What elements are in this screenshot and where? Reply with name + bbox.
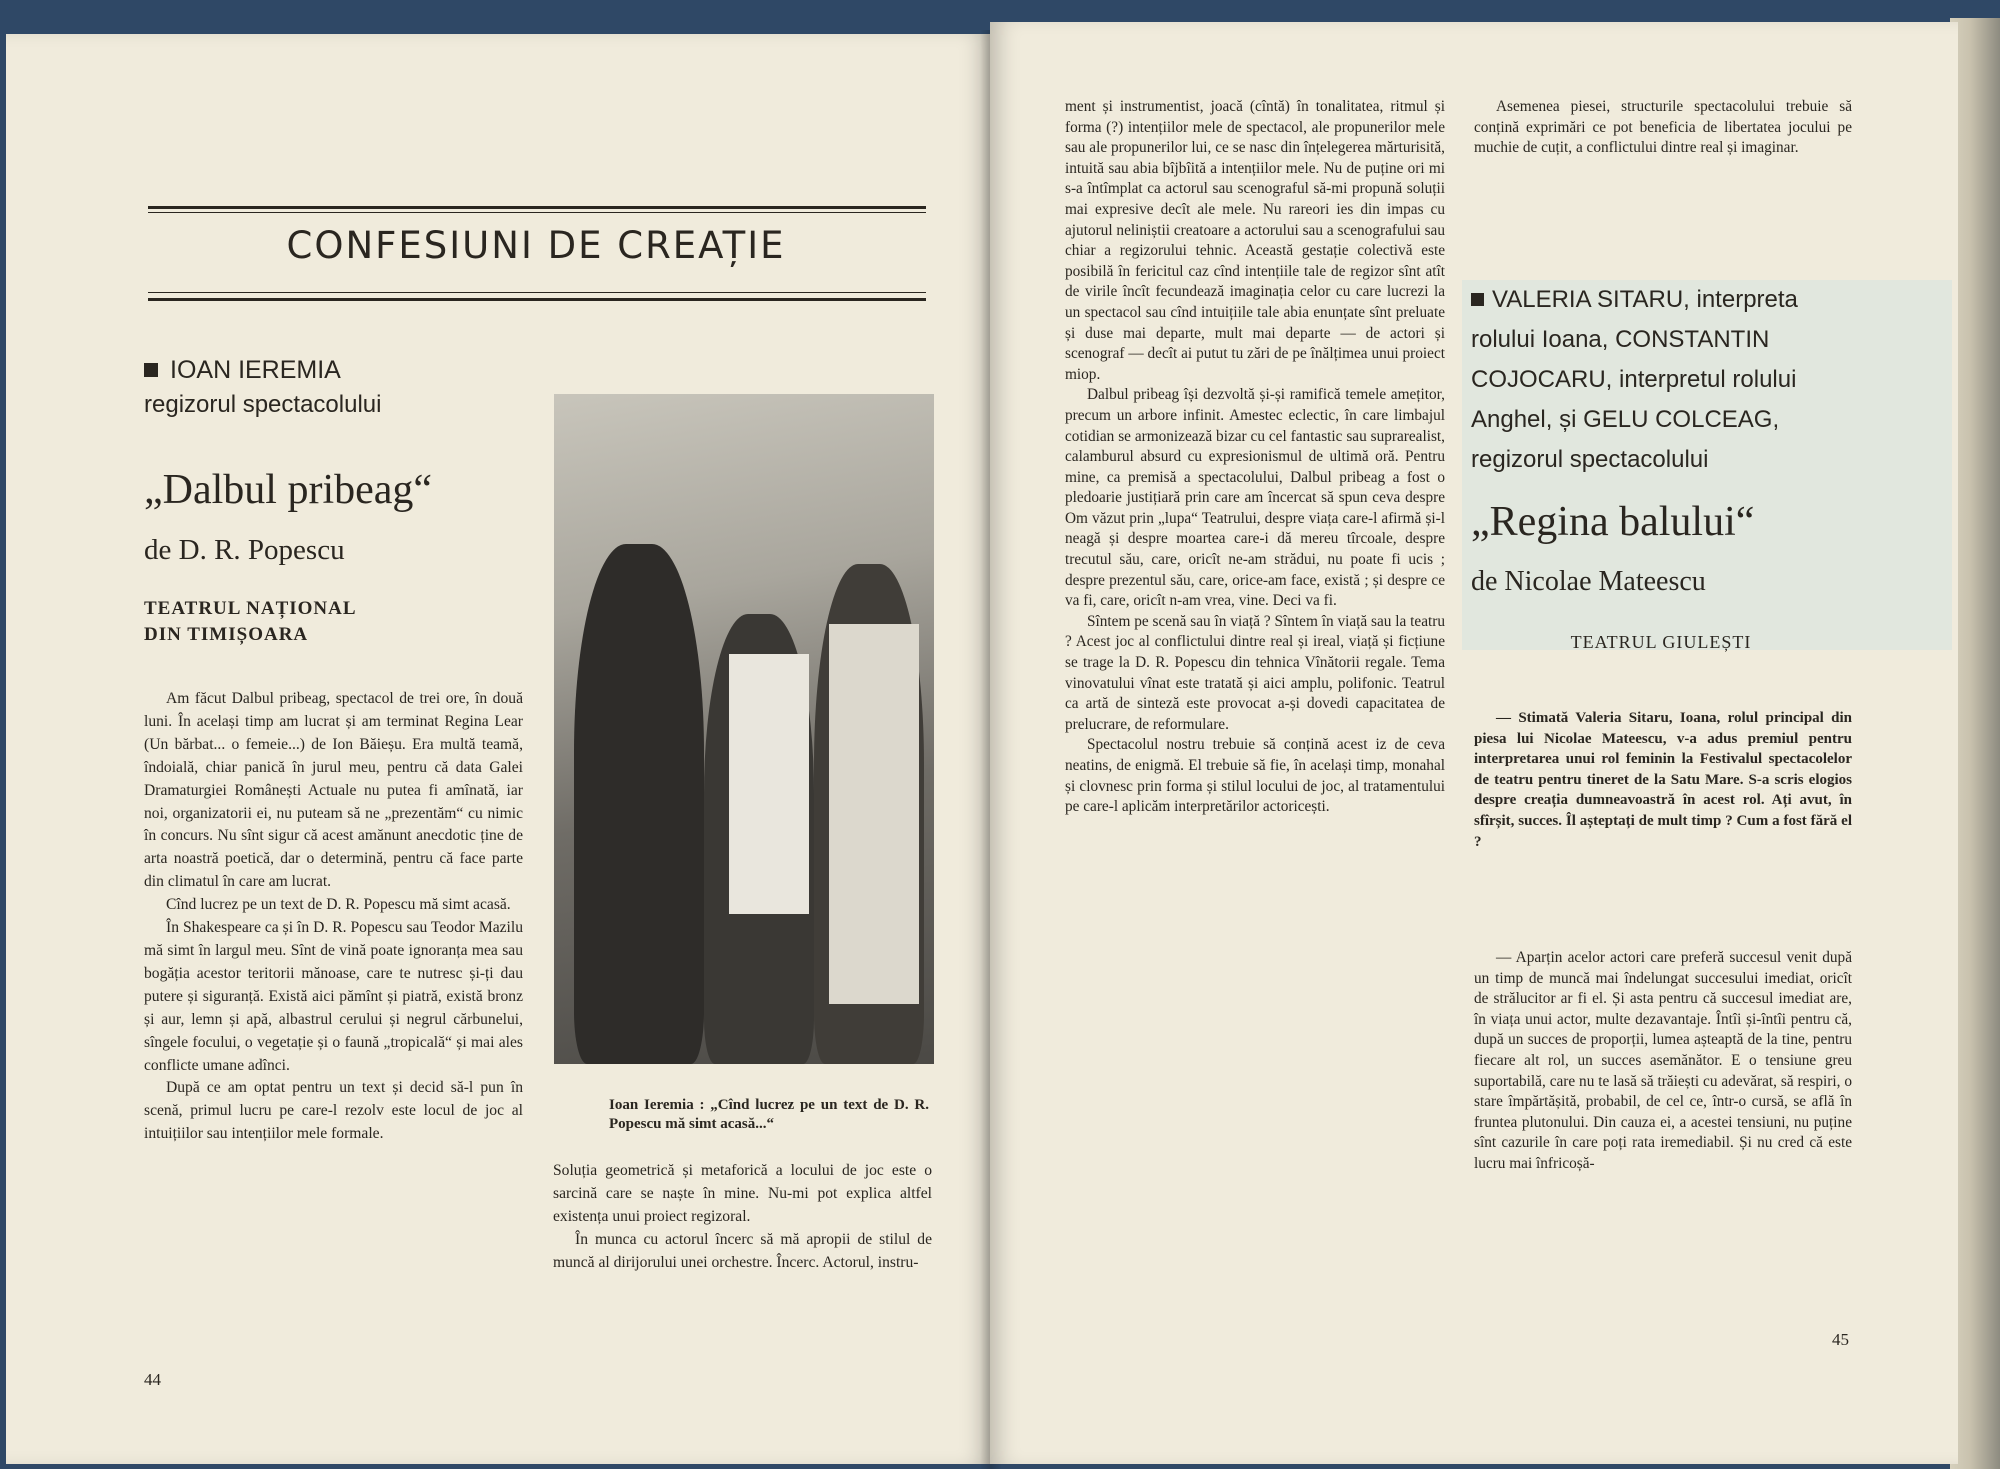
left-page	[6, 34, 990, 1464]
author-name-line	[144, 356, 341, 385]
paragraph: Dalbul pribeag își dezvoltă și-și ramifică temele amețitor, precum un arbore infinit. Amestec eclectic, în care limbajul cotidian se armonizează bizar cu cel fantastic sau suprarealist, calamburul absurd cu expresionismul de ultimă oră. Pentru mine, ca premisă a spectacolului, Dalbul pribeag a fost o pledoarie justițiară prin care am încercat să spun ceva despre Om văzut prin „lupa“ Teatrului, despre viața care-l afirmă și-l neagă și despre moartea care-i dă mereu tîrcoale, despre trecutul său, care, oricît ne-am strădui, nu poate fi ucis ; despre prezentul său, care, orice-am face, există ; și despre ce va fi, care, oricît n-am vrea, vine. Deci va fi.	[1065, 386, 1445, 610]
interview-answer: — Aparțin acelor actori care preferă succesul venit după un timp de muncă mai îndelungat succesului imediat, oricît de strălucitor ar fi el. Și asta pentru că succesul imediat are, în viața unui actor, multe dezavantaje. Întîi și-întîi pentru că, după un succes de proporții, lumea așteaptă de la tine, pentru fiecare alt rol, un succes asemănător. E o tensiune greu suportabilă, care nu te lasă să trăiești cu adevărat, să respiri, o stare împărtășită, probabil, de cel ce, într-o cursă, se află în fruntea plutonului. Din cauza ei, a acestei tensiuni, nu puține sînt cazurile în care poți rata iremediabil. Și nu cred că este lucru mai înfricoșă-	[1474, 949, 1852, 1172]
interview-question: — Stimată Valeria Sitaru, Ioana, rolul principal din piesa lui Nicolae Mateescu, v-a adus premiul pentru interpretarea unui rol feminin la Festivalul spectacolelor de teatru pentru tineret de la Satu Mare. S-a scris elogios despre creația dumneavoastră în acest rol. Ați avut, în sfîrșit, succes. Îl așteptați de mult timp ? Cum a fost fără el ?	[1474, 710, 1852, 850]
photo-caption: Ioan Ieremia : „Cînd lucrez pe un text de D. R. Popescu mă simt acasă...“	[609, 1097, 929, 1132]
author-name: IOAN IEREMIA	[170, 356, 341, 384]
paragraph: În Shakespeare ca și în D. R. Popescu sau Teodor Mazilu mă simt în largul meu. Sînt de vină poate ignoranța mea sau bogăția acestor teritorii mănoase, care te nutresc și-ți dau putere și siguranță. Există aici pămînt și piatră, există bronz și aur, lemn și apă, albastrul cerului și negrul cărbunelui, sîngele focului, o vegetație și o faună „tropicală“ și mai ales conflicte umane adînci.	[144, 919, 523, 1074]
section-title: CONFESIUNI DE CREAȚIE	[286, 224, 786, 267]
title-rule-bottom-thin	[148, 292, 926, 293]
paragraph: Soluția geometrică și metaforică a locului de joc este o sarcină care se naște în mine. Nu-mi pot explica altfel existența unui proiect regizoral.	[553, 1162, 932, 1225]
right-column-2-intro	[1474, 97, 1852, 159]
photo-figure-left	[574, 544, 704, 1064]
left-column-1	[144, 688, 523, 1146]
paragraph: Asemenea piesei, structurile spectacolului trebuie să conțină exprimări ce pot beneficia de libertatea jocului pe muchie de cuțit, a conflictului dintre real și imaginar.	[1474, 98, 1852, 157]
interview-question-block	[1474, 708, 1852, 852]
paragraph: ment și instrumentist, joacă (cîntă) în tonalitatea, ritmul și forma (?) intențiilor mele de spectacol, ale propunerilor mele sau ale propunerilor lui, ce se nasc din înțelegerea mărturisită, intuită sau abia bîjbîită a intențiilor mele. Nu de puține ori mi s-a întîmplat ca actorul sau scenograful să-mi propună soluții mai expresive decît ale mele. Nu rareori ies din impas cu ajutorul neliniștii creatoare a actorului sau a scenografului sau chiar a regizorului tehnic. Această gestație colectivă este posibilă în fericitul caz cînd intențiile tale de regizor sînt atît de virile încît fecundează imaginația celor cu care lucrezi la un spectacol sau cînd intuițiile tale abia enunțate sînt preluate și duse mai departe, mult mai departe — de actori și scenograf — decît ai putut tu zări de pe înălțimea unui proiect miop.	[1065, 98, 1445, 383]
bullet-square-icon	[1471, 293, 1484, 306]
paragraph: Cînd lucrez pe un text de D. R. Popescu mă simt acasă.	[166, 896, 511, 914]
interview-answer-block	[1474, 948, 1852, 1175]
rehearsal-photo	[554, 394, 934, 1064]
bullet-square-icon	[144, 363, 158, 377]
interview-playwright: de Nicolae Mateescu	[1471, 566, 1706, 597]
left-column-2	[553, 1160, 932, 1275]
interview-play-title: „Regina balului“	[1471, 499, 1755, 545]
title-rule-bottom	[148, 298, 926, 301]
interview-heading: VALERIA SITARU, interpreta rolului Ioana, CONSTANTIN COJOCARU, interpretul rolului Anghel, și GELU COLCEAG, regizorul spectacolului	[1471, 286, 1798, 473]
author-role: regizorul spectacolului	[144, 391, 382, 418]
paragraph: Spectacolul nostru trebuie să conțină acest iz de ceva neatins, de enigmă. El trebuie să fie, în același timp, monahal și clovnesc prin forma și stilul locului de joc, al tratamentului pe care-l aplicăm interpretărilor actoricești.	[1065, 736, 1445, 816]
page-number: 44	[144, 1370, 161, 1389]
photo-figure-right-coat	[829, 624, 919, 1004]
interview-theatre: TEATRUL GIULEȘTI	[1570, 632, 1752, 652]
title-rule-top-thin	[148, 212, 926, 213]
photo-figure-middle-shirt	[729, 654, 809, 914]
paragraph: După ce am optat pentru un text și decid să-l pun în scenă, primul lucru pe care-l rezolv este locul de joc al intuițiilor sau intențiilor mele formale.	[144, 1079, 523, 1143]
interview-heading-block	[1471, 280, 1839, 480]
paragraph: Am făcut Dalbul pribeag, spectacol de trei ore, în două luni. În același timp am lucrat și am terminat Regina Lear (Un bărbat... o femeie...) de Ion Băieșu. Era multă teamă, îndoială, chiar panică în jurul meu, pentru că data Galei Dramaturgiei Românești Actuale nu putea fi amînată, iar noi, organizatorii ei, nu puteam să ne „prezentăm“ cu nimic în concurs. Nu sînt sigur că acest amănunt anecdotic ține de arta noastră poetică, dar o determină, pentru că face parte din climatul în care am lucrat.	[144, 690, 523, 891]
paragraph: Sîntem pe scenă sau în viață ? Sîntem în viață sau la teatru ? Acest joc al conflictului dintre real și ireal, viață și ficțiune se trage la D. R. Popescu din tehnica Vînătorii regale. Tema vinovatului vînat este tratată și aici amplu, polifonic. Teatrul ca artă de sinteză este provocat a-și dovedi capacitatea de prelucrare, de reformulare.	[1065, 612, 1445, 733]
right-column-1	[1065, 97, 1445, 818]
paragraph: În munca cu actorul încerc să mă apropii de stilul de muncă al dirijorului unei orchestre. Încerc. Actorul, instru-	[553, 1230, 932, 1271]
theatre-line-1: TEATRUL NAȚIONAL	[144, 598, 357, 619]
title-rule-top	[148, 206, 926, 209]
theatre-line-2: DIN TIMIȘOARA	[144, 624, 309, 645]
right-page	[990, 22, 1958, 1464]
play-title: „Dalbul pribeag“	[144, 467, 433, 513]
playwright: de D. R. Popescu	[144, 534, 345, 566]
page-number: 45	[1832, 1330, 1849, 1349]
